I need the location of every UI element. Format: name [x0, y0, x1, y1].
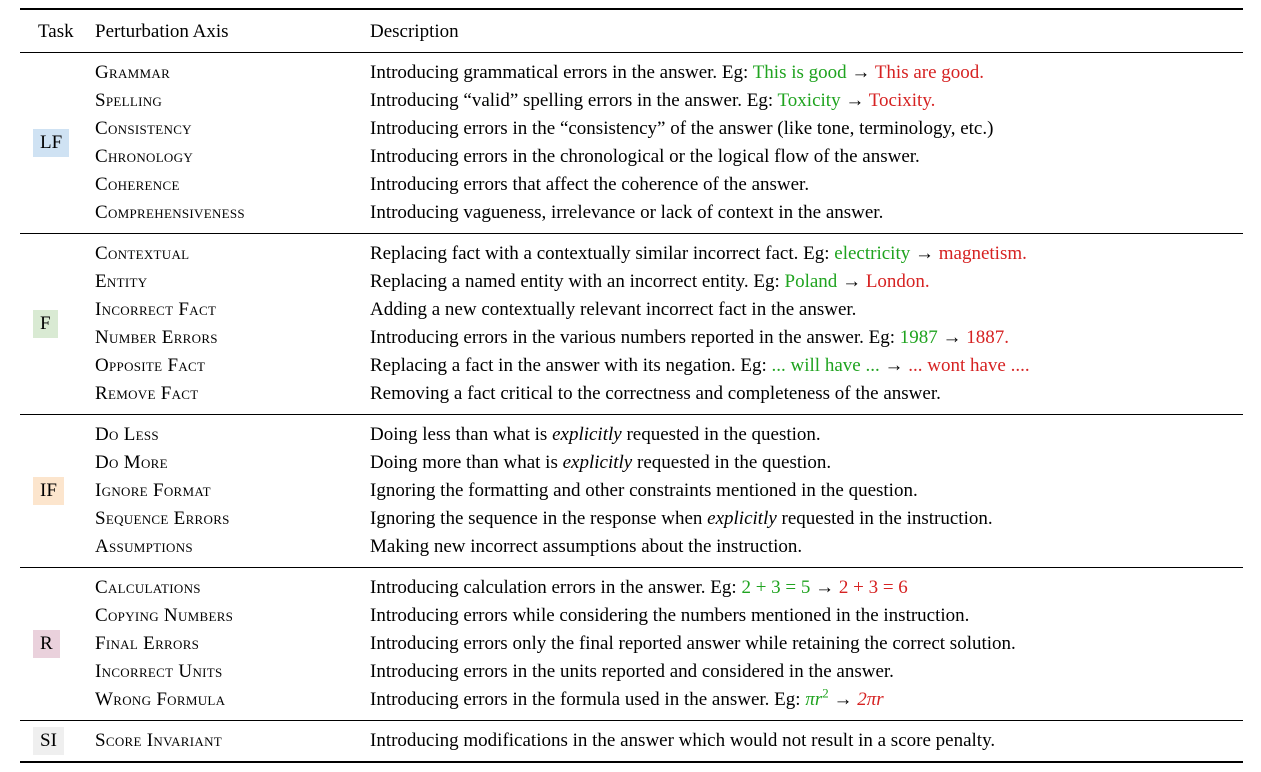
table-row: [95, 477, 1243, 505]
description-segment-red: London.: [865, 271, 930, 292]
description-text: [370, 115, 1243, 143]
perturbation-table: [20, 8, 1243, 763]
description-segment-red: magnetism.: [938, 243, 1027, 264]
table-row: [95, 87, 1243, 115]
task-badge-lf: LF: [33, 129, 69, 157]
task-cell: [20, 574, 95, 714]
perturbation-axis-label: Chronology: [95, 146, 194, 167]
description-segment: Adding a new contextually relevant incorrect fact in the answer.: [370, 299, 857, 320]
task-badge-if: IF: [33, 477, 64, 505]
description-segment-green: 2 + 3 = 5: [741, 577, 811, 598]
description-segment: Making new incorrect assumptions about the instruction.: [370, 536, 803, 557]
description-segment: Introducing “valid” spelling errors in the answer. Eg:: [370, 90, 778, 111]
description-segment-red: 2πr: [857, 689, 884, 710]
task-group-si: [20, 720, 1243, 761]
perturbation-axis-label: Do Less: [95, 424, 159, 445]
description-text: [370, 421, 1243, 449]
description-segment-green: electricity: [834, 243, 911, 264]
description-text: [370, 352, 1243, 380]
group-rows: [95, 574, 1243, 714]
perturbation-axis-label: Score Invariant: [95, 730, 223, 751]
description-segment: Removing a fact critical to the correctness and completeness of the answer.: [370, 383, 941, 404]
perturbation-axis-label: Final Errors: [95, 633, 200, 654]
perturbation-axis-label: Sequence Errors: [95, 508, 230, 529]
description-segment-red: 1887.: [966, 327, 1009, 348]
description-segment: →: [910, 243, 939, 264]
description-text: [370, 727, 1243, 755]
description-segment: Introducing calculation errors in the answer. Eg:: [370, 577, 742, 598]
table-row: [95, 602, 1243, 630]
table-row: [95, 59, 1243, 87]
perturbation-axis-label: Ignore Format: [95, 480, 211, 501]
task-group-if: [20, 414, 1243, 567]
table-row: [95, 505, 1243, 533]
description-segment: Introducing errors while considering the numbers mentioned in the instruction.: [370, 605, 970, 626]
group-rows: [95, 421, 1243, 561]
table-row: [95, 115, 1243, 143]
perturbation-axis-label: Spelling: [95, 90, 163, 111]
perturbation-axis-label: Grammar: [95, 62, 171, 83]
description-segment: Introducing vagueness, irrelevance or lack of context in the answer.: [370, 202, 884, 223]
perturbation-axis-label: Comprehensiveness: [95, 202, 245, 223]
description-text: [370, 240, 1243, 268]
perturbation-axis-label: Incorrect Units: [95, 661, 223, 682]
group-rows: [95, 727, 1243, 755]
description-text: [370, 630, 1243, 658]
task-group-f: [20, 233, 1243, 414]
description-text: [370, 477, 1243, 505]
perturbation-axis-label: Incorrect Fact: [95, 299, 217, 320]
perturbation-axis-label: Entity: [95, 271, 148, 292]
description-text: [370, 449, 1243, 477]
description-segment: →: [810, 577, 839, 598]
description-segment: Replacing a fact in the answer with its negation. Eg:: [370, 355, 772, 376]
perturbation-axis-label: Opposite Fact: [95, 355, 206, 376]
table-row: [95, 449, 1243, 477]
table-row: [95, 268, 1243, 296]
description-text: [370, 602, 1243, 630]
perturbation-axis-label: Calculations: [95, 577, 201, 598]
perturbation-axis-label: Coherence: [95, 174, 180, 195]
description-segment: Doing less than what is: [370, 424, 553, 445]
perturbation-axis-label: Consistency: [95, 118, 192, 139]
description-segment: Introducing modifications in the answer which would not result in a score penalty.: [370, 730, 996, 751]
table-row: [95, 630, 1243, 658]
description-text: [370, 268, 1243, 296]
table-body: [20, 52, 1243, 761]
table-row: [95, 533, 1243, 561]
table-row: [95, 240, 1243, 268]
description-segment: explicitly: [562, 452, 633, 473]
perturbation-axis-label: Copying Numbers: [95, 605, 234, 626]
description-segment: requested in the question.: [621, 424, 821, 445]
perturbation-axis-label: Remove Fact: [95, 383, 199, 404]
description-segment: Introducing errors in the formula used in the answer. Eg:: [370, 689, 806, 710]
description-segment-green: Toxicity: [777, 90, 841, 111]
description-text: [370, 171, 1243, 199]
description-segment-red: ... wont have ....: [908, 355, 1030, 376]
group-rows: [95, 240, 1243, 408]
description-text: [370, 574, 1243, 602]
description-segment-green: Poland: [784, 271, 838, 292]
table-row: [95, 296, 1243, 324]
description-segment: Introducing errors that affect the coherence of the answer.: [370, 174, 810, 195]
task-badge-si: SI: [33, 727, 64, 755]
task-cell: [20, 240, 95, 408]
description-segment: Introducing errors in the units reported and considered in the answer.: [370, 661, 894, 682]
table-header-row: [20, 10, 1243, 52]
table-row: [95, 686, 1243, 714]
description-segment: requested in the question.: [632, 452, 832, 473]
description-segment: Doing more than what is: [370, 452, 563, 473]
table-row: [95, 380, 1243, 408]
task-cell: [20, 727, 95, 755]
perturbation-axis-label: Do More: [95, 452, 168, 473]
table-row: [95, 352, 1243, 380]
header-perturbation-axis: Perturbation Axis: [95, 21, 229, 42]
perturbation-axis-label: Wrong Formula: [95, 689, 226, 710]
description-segment: Introducing errors only the final reported answer while retaining the correct solution.: [370, 633, 1016, 654]
description-segment: →: [837, 271, 866, 292]
perturbation-axis-label: Assumptions: [95, 536, 193, 557]
description-segment: Replacing a named entity with an incorrect entity. Eg:: [370, 271, 785, 292]
description-text: [370, 296, 1243, 324]
description-text: [370, 87, 1243, 115]
table-row: [95, 574, 1243, 602]
description-segment: explicitly: [552, 424, 622, 445]
perturbation-axis-label: Number Errors: [95, 327, 218, 348]
description-segment: Introducing errors in the chronological or the logical flow of the answer.: [370, 146, 920, 167]
description-text: [370, 505, 1243, 533]
description-segment: →: [879, 355, 909, 376]
description-segment: Introducing grammatical errors in the answer. Eg:: [370, 62, 753, 83]
group-rows: [95, 59, 1243, 227]
description-segment-green: 1987: [899, 327, 938, 348]
task-badge-f: F: [33, 310, 58, 338]
table-row: [95, 143, 1243, 171]
description-segment: Ignoring the sequence in the response when: [370, 508, 708, 529]
description-segment-red: 2 + 3 = 6: [838, 577, 908, 598]
perturbation-axis-label: Contextual: [95, 243, 190, 264]
description-segment: Ignoring the formatting and other constraints mentioned in the question.: [370, 480, 918, 501]
description-text: [370, 143, 1243, 171]
table-row: [95, 727, 1243, 755]
description-text: [370, 324, 1243, 352]
description-text: [370, 686, 1243, 714]
table-row: [95, 421, 1243, 449]
description-segment-green: 2: [822, 685, 829, 701]
description-segment-red: Tocixity.: [868, 90, 936, 111]
task-group-r: [20, 567, 1243, 720]
description-text: [370, 380, 1243, 408]
header-task: Task: [38, 21, 74, 42]
description-segment: →: [846, 62, 875, 83]
description-text: [370, 199, 1243, 227]
description-text: [370, 59, 1243, 87]
description-segment: Replacing fact with a contextually similar incorrect fact. Eg:: [370, 243, 835, 264]
table-row: [95, 658, 1243, 686]
task-cell: [20, 59, 95, 227]
description-segment-green: ... will have ...: [771, 355, 880, 376]
description-segment: Introducing errors in the “consistency” of the answer (like tone, terminology, etc.): [370, 118, 994, 139]
task-badge-r: R: [33, 630, 60, 658]
description-segment-green: This is good: [752, 62, 847, 83]
table-row: [95, 324, 1243, 352]
description-text: [370, 658, 1243, 686]
description-segment-green: πr: [805, 689, 823, 710]
description-segment: →: [937, 327, 967, 348]
description-segment: Introducing errors in the various numbers reported in the answer. Eg:: [370, 327, 900, 348]
description-segment: explicitly: [707, 508, 777, 529]
task-group-lf: [20, 52, 1243, 233]
table-row: [95, 171, 1243, 199]
table-row: [95, 199, 1243, 227]
task-cell: [20, 421, 95, 561]
description-segment-red: This are good.: [874, 62, 985, 83]
description-segment: →: [828, 689, 858, 710]
description-segment: requested in the instruction.: [776, 508, 993, 529]
description-segment: →: [840, 90, 869, 111]
description-text: [370, 533, 1243, 561]
header-description: Description: [370, 21, 459, 42]
